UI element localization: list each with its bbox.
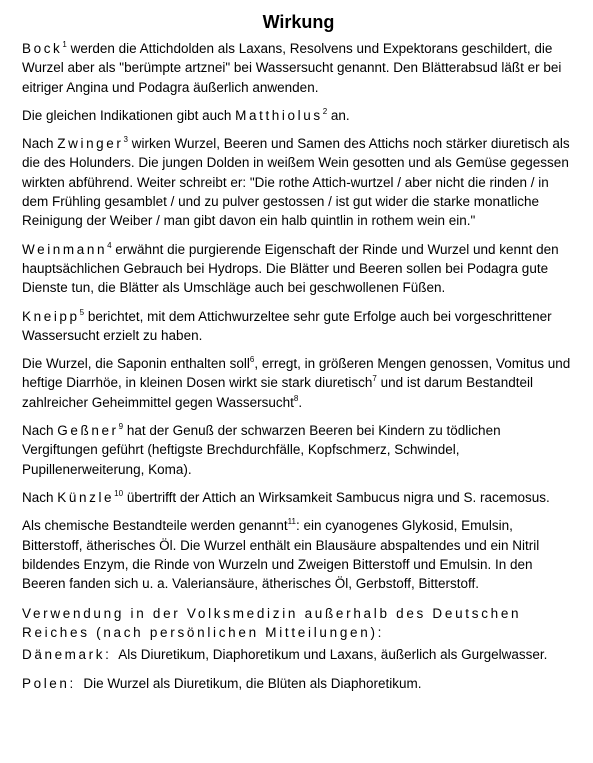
- paragraph-text: berichtet, mit dem Attichwurzeltee sehr gute Erfolge auch bei vorgeschrittener Wassersucht erzielt zu haben.: [22, 308, 552, 343]
- paragraph-text: werden die Attichdolden als Laxans, Resolvens und Expektorans geschildert, die Wurzel aber als "berümpte artznei" bei Wassersucht genannt. Den Blätterabsud läßt er bei eitriger Angina und Podagra äußerlich anwenden.: [22, 41, 562, 95]
- footnote-ref: 10: [114, 488, 124, 498]
- author-name: Kneipp: [22, 308, 80, 324]
- country-entry-polen: [22, 674, 575, 693]
- country-text: Die Wurzel als Diuretikum, die Blüten als Diaphoretikum.: [75, 675, 422, 691]
- paragraph-text: Nach: [22, 423, 58, 439]
- author-name: Bock: [22, 41, 63, 56]
- author-name: Geßner: [57, 423, 119, 439]
- page-title: Wirkung: [262, 12, 335, 32]
- footnote-ref: 3: [123, 135, 128, 145]
- country-text: Als Diuretikum, Diaphoretikum und Laxans, äußerlich als Gurgelwasser.: [111, 647, 548, 663]
- paragraph-text: , erregt, in größeren Mengen genossen, Vomitus und heftige Diarrhöe, in kleinen Dosen wirkt sie stark diuretisch: [22, 356, 571, 391]
- paragraph-kuenzle: [22, 488, 575, 507]
- paragraph-text: Nach: [22, 136, 58, 152]
- footnote-ref: 4: [107, 240, 112, 250]
- paragraph-text: übertrifft der Attich an Wirksamkeit Sambucus nigra und S. racemosus.: [123, 489, 550, 505]
- paragraph-text: Die Wurzel, die Saponin enthalten soll: [22, 356, 250, 372]
- paragraph-text: .: [298, 394, 303, 410]
- footnote-ref: 9: [118, 422, 124, 432]
- country-name: Dänemark:: [22, 647, 112, 663]
- footnote-ref: 2: [322, 106, 328, 116]
- paragraph-text: und ist darum Bestandteil zahlreicher Geheimmittel gegen Wassersucht: [22, 375, 533, 410]
- paragraph-chemie: [22, 516, 575, 593]
- paragraph-text: wirken Wurzel, Beeren und Samen des Attichs noch stärker diuretisch als die des Holunders. Die jungen Dolden in weißem Wein gesotten und als Gemüse gegessen wirkten abführend. Weiter schreibt er: "Die rothe Attich-wurtzel / aber nicht die rinden / in dem Frühling gesamblet / und zu pulver gestossen / ist gut wider die starke monatliche Reinigung der Weiber / man gibt davon ein halb quintlin in rothem wein ein.": [22, 136, 570, 229]
- paragraph-text: Die gleichen Indikationen gibt auch: [22, 107, 236, 123]
- paragraph-text: Als chemische Bestandteile werden genannt: [22, 518, 288, 534]
- paragraph-kneipp: [22, 307, 575, 346]
- author-name: Künzle: [57, 489, 115, 505]
- footnote-ref: 1: [62, 40, 67, 49]
- section-heading: Verwendung in der Volksmedizin außerhalb des Deutschen Reiches (nach persönlichen Mitteilungen):: [22, 606, 522, 640]
- paragraph-wurzel: [22, 354, 575, 412]
- paragraph-text: : ein cyanogenes Glykosid, Emulsin, Bitterstoff, ätherisches Öl. Die Wurzel enthält ein Blausäure abspaltendes und ein Nitril bildendes Enzym, die Rinde von Wurzeln und Zweigen Bitterstoff und Emulsin. In den Beeren fanden sich u. a. Valeriansäure, ätherisches Öl, Gerbstoff, Bitterstoff.: [22, 518, 540, 592]
- footnote-ref: 11: [287, 517, 296, 527]
- paragraph-text: an.: [327, 107, 350, 123]
- paragraph-matthiolus: [22, 106, 575, 125]
- paragraph-text: Nach: [22, 489, 58, 505]
- paragraph-gessner: [22, 421, 575, 479]
- paragraph-zwinger: [22, 134, 575, 230]
- footnote-ref: 5: [79, 307, 85, 317]
- paragraph-text: erwähnt die purgierende Eigenschaft der Rinde und Wurzel und kennt den hauptsächlichen Gebrauch bei Hydrops. Die Blätter und Beeren sollen bei Podagra gute Dienste tun, die Blätter als Umschläge auch bei geschwollenen Füßen.: [22, 241, 559, 296]
- paragraph-weinmann: [22, 240, 575, 298]
- paragraph-text: hat der Genuß der schwarzen Beeren bei Kindern zu tödlichen Vergiftungen geführt (heftigste Brechdurchfälle, Kopfschmerz, Schwindel, Pupillenerweiterung, Koma).: [22, 423, 501, 477]
- footnote-ref: 8: [293, 393, 299, 403]
- country-name: Polen:: [22, 675, 76, 691]
- author-name: Weinmann: [22, 241, 108, 257]
- author-name: Matthiolus: [235, 107, 323, 123]
- country-entry-daenemark: [22, 645, 575, 664]
- author-name: Zwinger: [57, 136, 124, 152]
- footnote-ref: 6: [249, 355, 255, 365]
- footnote-ref: 7: [372, 374, 377, 384]
- paragraph-bock: [22, 39, 575, 97]
